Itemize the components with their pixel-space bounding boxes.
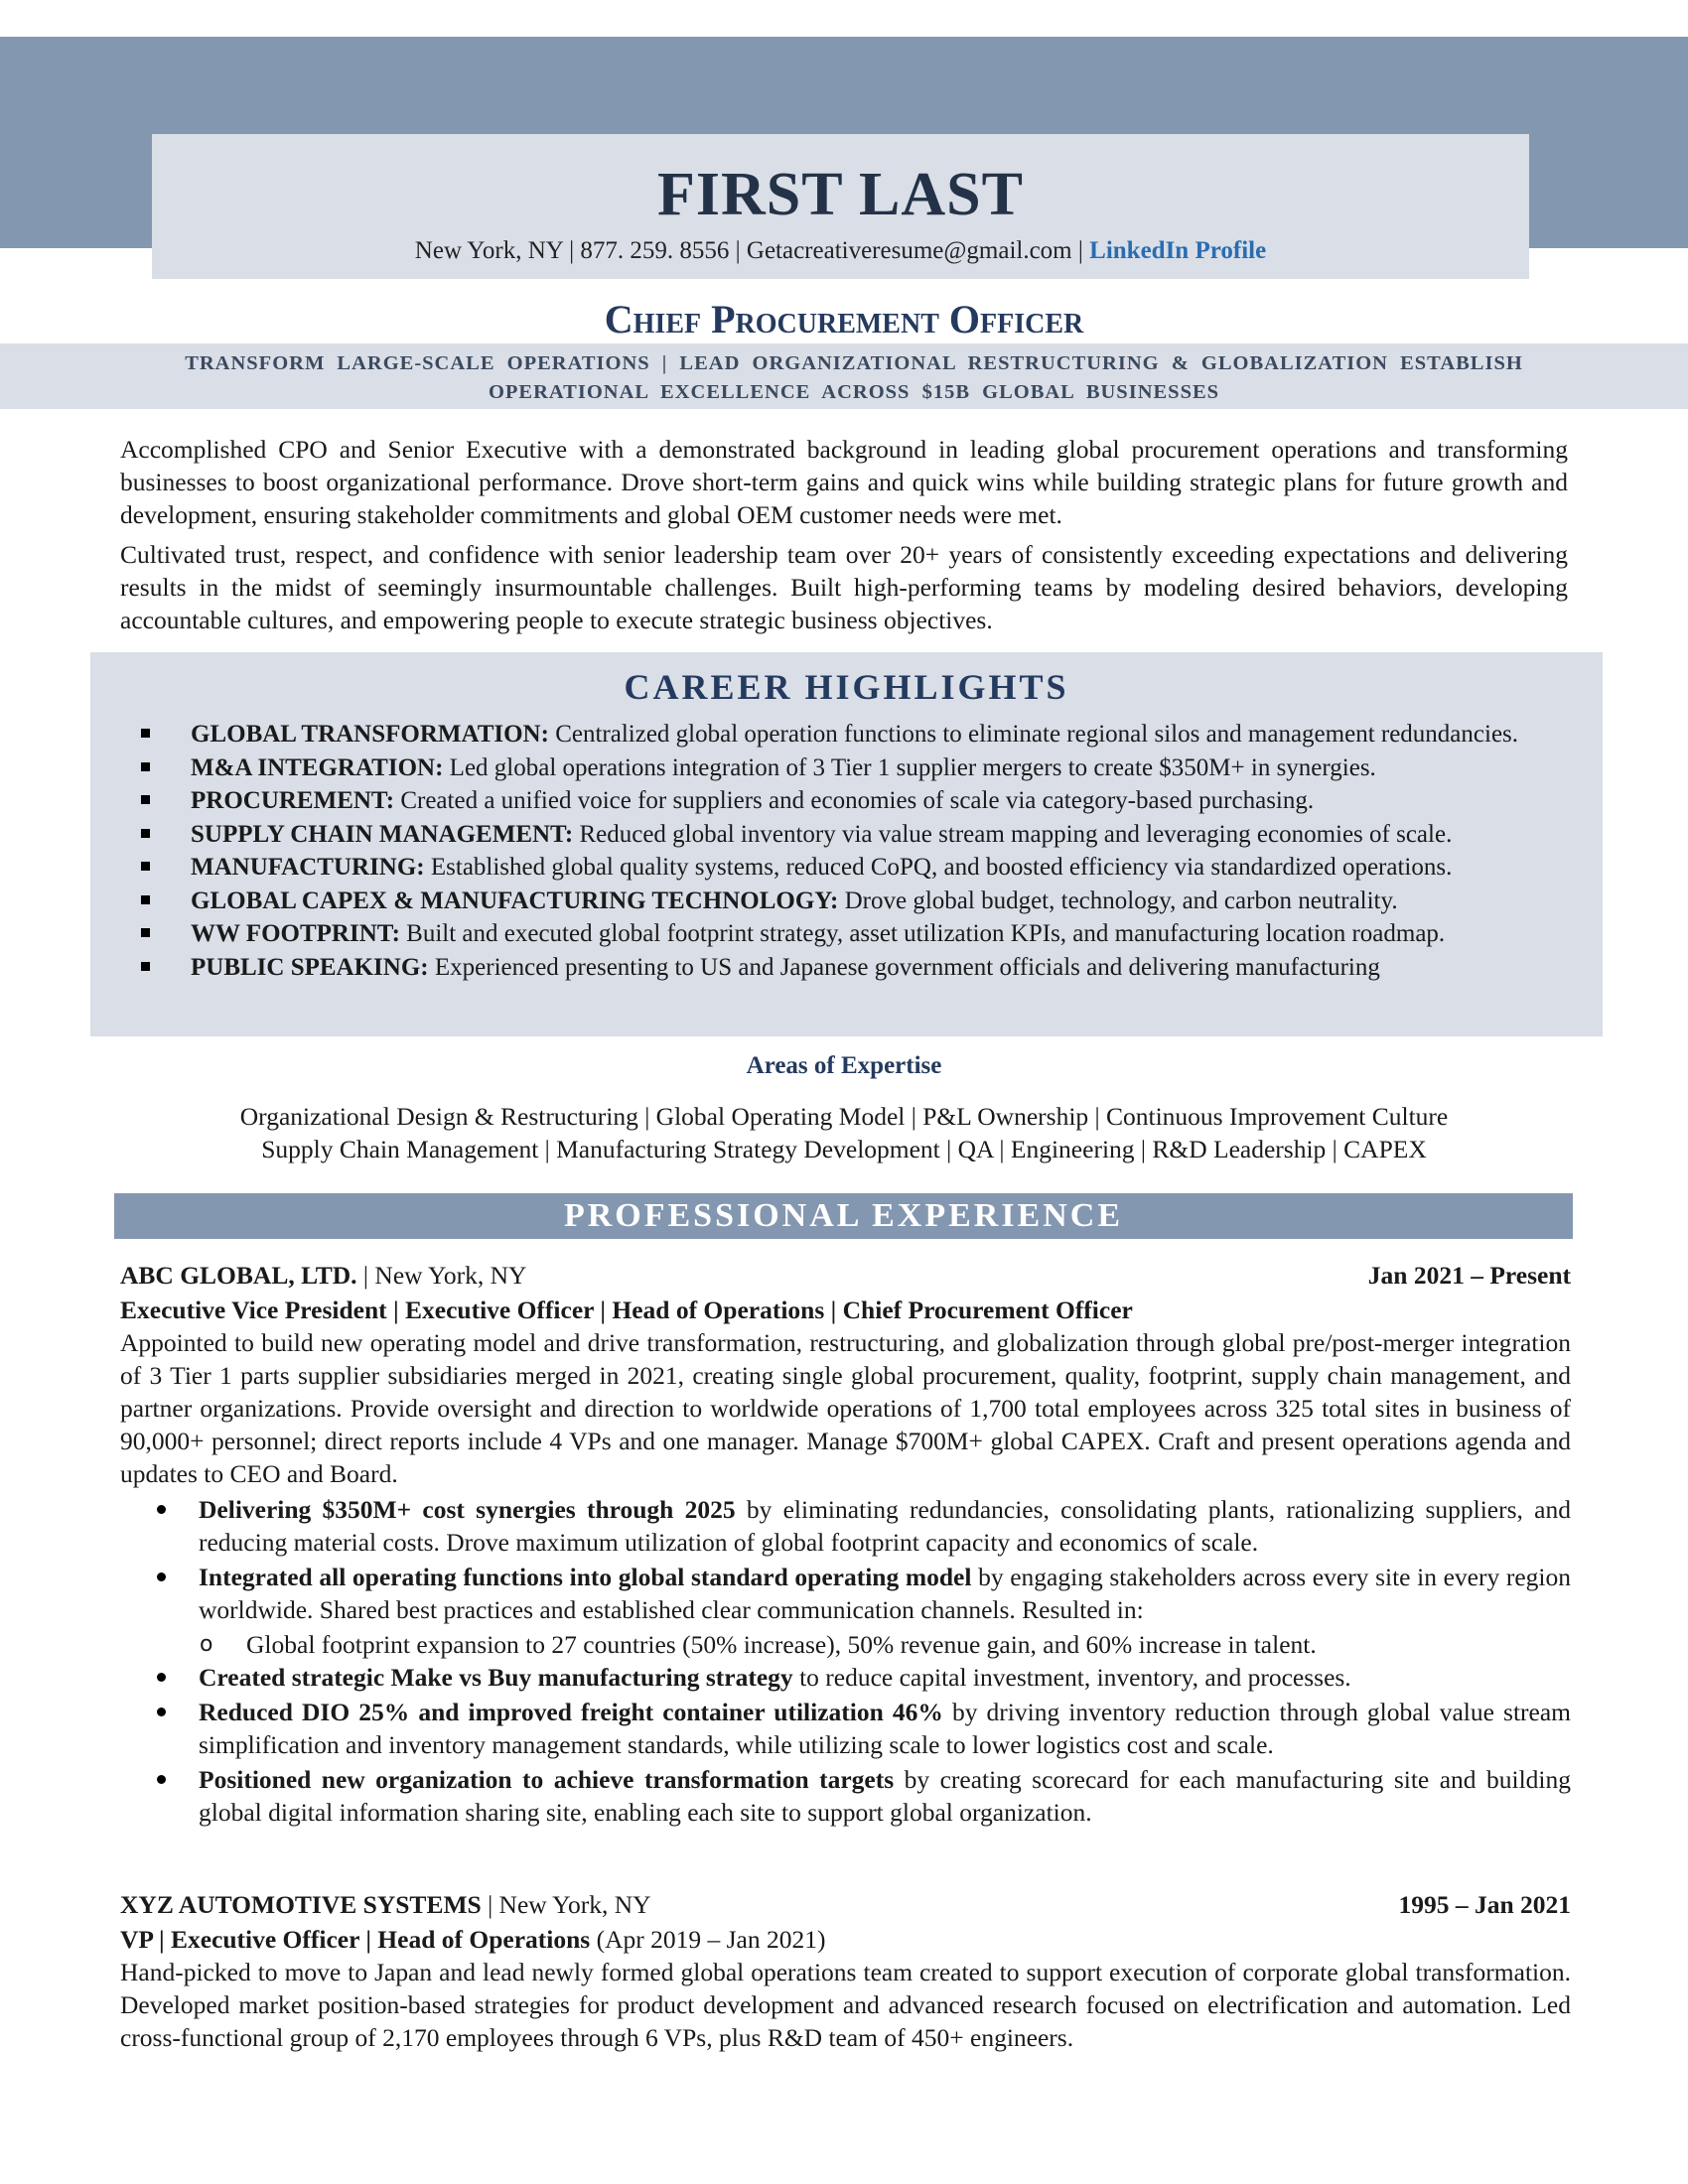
- highlight-text: Centralized global operation functions to eliminate regional silos and management redundancies.: [548, 721, 1519, 748]
- square-bullet-icon: [141, 762, 150, 771]
- job-description: Hand-picked to move to Japan and lead newly formed global operations team created to support execution of corporate global transformation. Developed market position-based strategies for product development and advanced research focused on electrification and automation. Led cross-functional group of 2,170 employees through 6 VPs, plus R&D team of 450+ engineers.: [120, 1958, 1571, 2052]
- square-bullet-icon: [141, 729, 150, 738]
- bullet-dot-icon: [157, 1572, 166, 1581]
- highlight-label: GLOBAL TRANSFORMATION:: [191, 721, 549, 748]
- achievement-text: by driving inventory reduction through global value stream simplification and inventory management standards, while utilizing scale to lower logistics cost and scale.: [199, 1698, 1571, 1759]
- job-role: [120, 1294, 1571, 1326]
- professional-experience-heading: PROFESSIONAL EXPERIENCE: [563, 1197, 1124, 1234]
- highlight-item: [90, 720, 1603, 749]
- highlight-label: WW FOOTPRINT:: [191, 920, 400, 947]
- job-role-title: Executive Vice President | Executive Officer | Head of Operations | Chief Procurement Officer: [120, 1296, 1133, 1324]
- square-bullet-icon: [141, 795, 150, 804]
- job-header: [120, 1888, 1571, 1923]
- bullet-dot-icon: [157, 1707, 166, 1716]
- achievement-text: by engaging stakeholders across every site in every region worldwide. Shared best practices and established clear communication channels. Resulted in:: [199, 1563, 1571, 1624]
- highlight-label: PROCUREMENT:: [191, 787, 395, 814]
- expertise-heading: Areas of Expertise: [746, 1052, 942, 1079]
- career-highlights-heading: CAREER HIGHLIGHTS: [624, 667, 1069, 707]
- job-title: Chief Procurement Officer: [604, 297, 1084, 341]
- achievement-item: [120, 1661, 1571, 1694]
- tagline-band: [0, 343, 1688, 409]
- highlight-text: Experienced presenting to US and Japanese government officials and delivering manufacturing: [428, 953, 1380, 981]
- job-location: | New York, NY: [356, 1261, 527, 1290]
- summary: [120, 433, 1568, 643]
- achievement-item: [120, 1493, 1571, 1559]
- achievement-text: by eliminating redundancies, consolidating plants, rationalizing suppliers, and reducing material costs. Drove maximum utilization of global footprint capacity and economics of scale.: [199, 1495, 1571, 1557]
- achievement-list: [120, 1493, 1571, 1829]
- job-entry: [120, 1888, 1571, 2054]
- highlight-label: SUPPLY CHAIN MANAGEMENT:: [191, 820, 574, 848]
- achievement-item: [120, 1696, 1571, 1761]
- highlight-label: GLOBAL CAPEX & MANUFACTURING TECHNOLOGY:: [191, 887, 839, 914]
- highlight-item: [90, 919, 1603, 948]
- square-bullet-icon: [141, 829, 150, 838]
- job-location: | New York, NY: [481, 1890, 651, 1919]
- achievement-sub-text: Global footprint expansion to 27 countries (50% increase), 50% revenue gain, and 60% increase in talent.: [246, 1630, 1317, 1659]
- highlight-label: MANUFACTURING:: [191, 854, 425, 881]
- achievement-item: [120, 1763, 1571, 1829]
- tagline: TRANSFORM LARGE-SCALE OPERATIONS | LEAD ORGANIZATIONAL RESTRUCTURING & GLOBALIZATION ESTABLISH OPERATIONAL EXCELLENCE ACROSS $15B GLOBAL BUSINESSES: [185, 352, 1523, 403]
- bullet-dot-icon: [157, 1673, 166, 1682]
- highlight-item: [90, 786, 1603, 815]
- expertise-line: Organizational Design & Restructuring | Global Operating Model | P&L Ownership | Continuous Improvement Culture: [239, 1102, 1449, 1131]
- highlight-label: M&A INTEGRATION:: [191, 753, 444, 781]
- achievement-sub-item: [120, 1628, 1571, 1661]
- job-role-extra: (Apr 2019 – Jan 2021): [590, 1925, 826, 1954]
- career-highlights-section: [90, 652, 1603, 1036]
- summary-paragraph: Cultivated trust, respect, and confidence with senior leadership team over 20+ years of consistently exceeding expectations and delivering results in the midst of seemingly insurmountable challenges. Built high-performing teams by modeling desired behaviors, developing accountable cultures, and empowering people to execute strategic business objectives.: [120, 540, 1568, 634]
- achievement-lead: Positioned new organization to achieve transformation targets: [199, 1765, 895, 1794]
- highlight-item: [90, 820, 1603, 849]
- job-header: [120, 1259, 1571, 1294]
- square-bullet-icon: [141, 895, 150, 904]
- square-bullet-icon: [141, 928, 150, 937]
- career-highlights-list: [90, 720, 1603, 986]
- candidate-name: FIRST LAST: [657, 161, 1024, 228]
- bullet-dot-icon: [157, 1505, 166, 1514]
- achievement-lead: Created strategic Make vs Buy manufacturing strategy: [199, 1663, 793, 1692]
- achievement-text: to reduce capital investment, inventory, and processes.: [792, 1663, 1351, 1692]
- highlight-label: PUBLIC SPEAKING:: [191, 953, 429, 981]
- bullet-dot-icon: [157, 1775, 166, 1784]
- achievement-lead: Reduced DIO 25% and improved freight container utilization 46%: [199, 1698, 943, 1726]
- name-box: [152, 134, 1529, 279]
- expertise-line: Supply Chain Management | Manufacturing Strategy Development | QA | Engineering | R&D Leadership | CAPEX: [261, 1135, 1427, 1163]
- achievement-item: [120, 1561, 1571, 1626]
- achievement-lead: Delivering $350M+ cost synergies through 2025: [199, 1495, 736, 1524]
- contact-line: [152, 237, 1529, 265]
- highlight-text: Created a unified voice for suppliers and economies of scale via category-based purchasing.: [394, 787, 1315, 814]
- job-entry: [120, 1259, 1571, 1831]
- highlight-item: [90, 753, 1603, 782]
- highlight-item: [90, 887, 1603, 915]
- highlight-text: Led global operations integration of 3 Tier 1 supplier mergers to create $350M+ in synergies.: [443, 753, 1376, 781]
- contact-details: New York, NY | 877. 259. 8556 | Getacreativeresume@gmail.com |: [414, 237, 1090, 264]
- linkedin-link[interactable]: LinkedIn Profile: [1089, 237, 1267, 264]
- expertise-list: [0, 1100, 1688, 1165]
- highlight-text: Built and executed global footprint strategy, asset utilization KPIs, and manufacturing location roadmap.: [399, 920, 1446, 947]
- job-dates: Jan 2021 – Present: [1367, 1261, 1571, 1290]
- job-company: XYZ AUTOMOTIVE SYSTEMS: [120, 1890, 482, 1919]
- highlight-item: [90, 853, 1603, 882]
- square-bullet-icon: [141, 962, 150, 971]
- achievement-lead: Integrated all operating functions into global standard operating model: [199, 1563, 972, 1591]
- highlight-item: [90, 953, 1603, 982]
- job-description: Appointed to build new operating model and drive transformation, restructuring, and globalization through global pre/post-merger integration of 3 Tier 1 parts supplier subsidiaries merged in 2021, creating single global procurement, quality, footprint, supply chain management, and partner organizations. Provide oversight and direction to worldwide operations of 1,700 total employees across 325 total sites in business of 90,000+ personnel; direct reports include 4 VPs and one manager. Manage $700M+ global CAPEX. Craft and present operations agenda and updates to CEO and Board.: [120, 1328, 1571, 1488]
- job-role-title: VP | Executive Officer | Head of Operations: [120, 1925, 591, 1954]
- job-dates: 1995 – Jan 2021: [1398, 1890, 1571, 1919]
- job-role: [120, 1923, 1571, 1956]
- achievement-text: by creating scorecard for each manufacturing site and building global digital information sharing site, enabling each site to support global organization.: [199, 1765, 1571, 1827]
- square-bullet-icon: [141, 862, 150, 871]
- highlight-text: Reduced global inventory via value stream mapping and leveraging economies of scale.: [573, 820, 1453, 848]
- professional-experience-bar: [114, 1193, 1573, 1239]
- highlight-text: Established global quality systems, reduced CoPQ, and boosted efficiency via standardized operations.: [424, 854, 1453, 881]
- job-company: ABC GLOBAL, LTD.: [120, 1261, 357, 1290]
- highlight-text: Drove global budget, technology, and carbon neutrality.: [838, 887, 1398, 914]
- circle-bullet-icon: o: [200, 1632, 213, 1657]
- summary-paragraph: Accomplished CPO and Senior Executive with a demonstrated background in leading global procurement operations and transforming businesses to boost organizational performance. Drove short-term gains and quick wins while building strategic plans for future growth and development, ensuring stakeholder commitments and global OEM customer needs were met.: [120, 435, 1568, 529]
